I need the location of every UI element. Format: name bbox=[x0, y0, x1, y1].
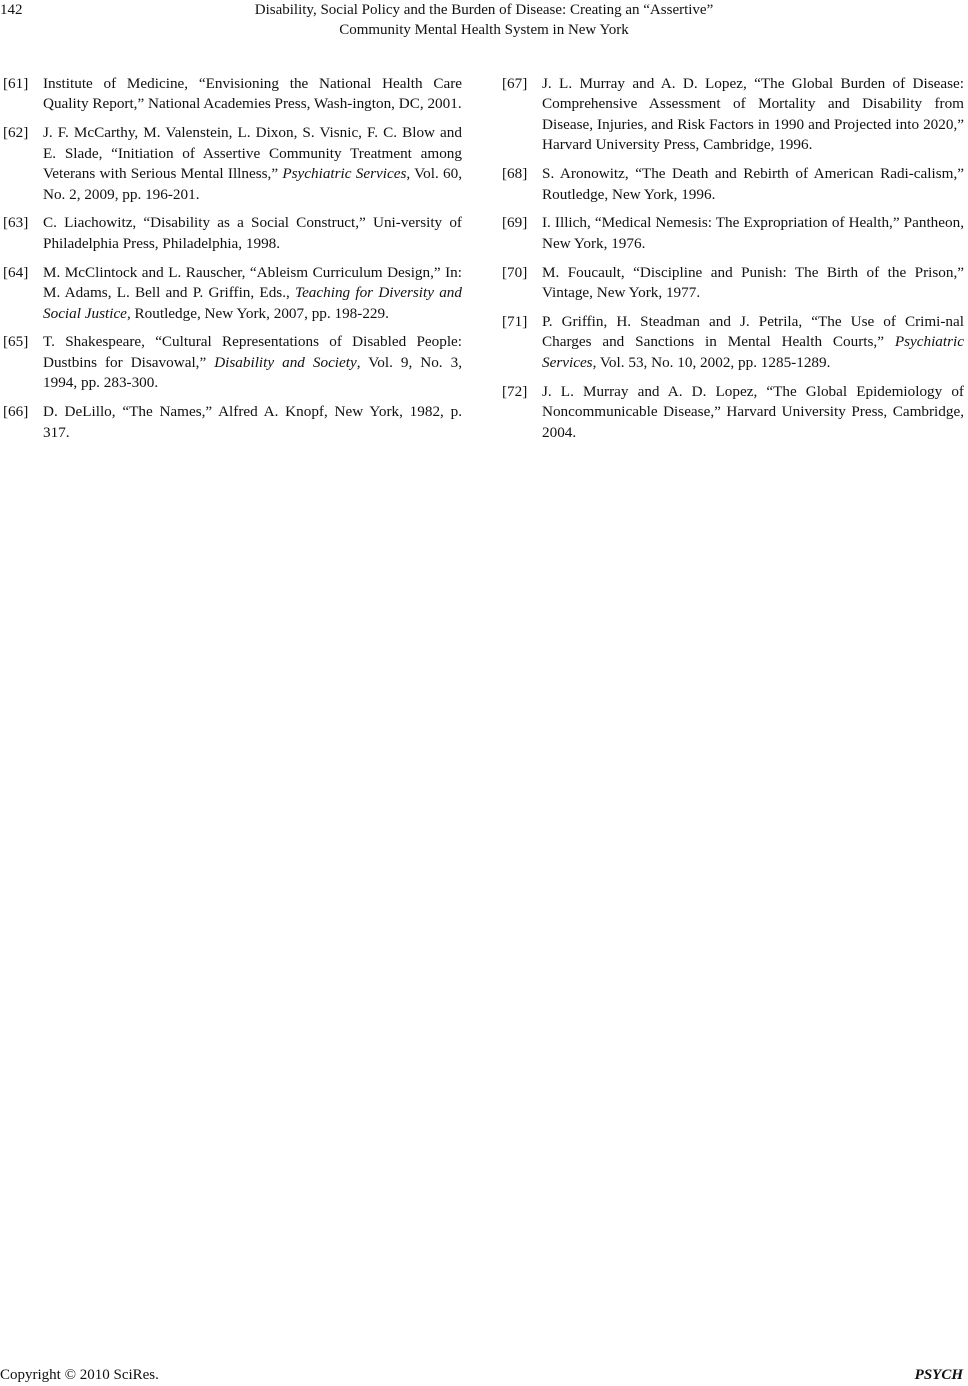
reference-text-pre: M. McClintock and L. Rauscher, “Ableism Curriculum Design,” In: M. Adams, L. Bell and P. Griffin, Eds., bbox=[43, 263, 462, 302]
reference-number: [62] bbox=[3, 124, 29, 142]
reference-text-post: , Vol. 53, No. 10, 2002, pp. 1285-1289. bbox=[592, 353, 831, 371]
reference-number: [69] bbox=[502, 214, 528, 232]
reference-text-pre: J. F. McCarthy, M. Valenstein, L. Dixon, S. Visnic, F. C. Blow and E. Slade, “Initiation of Assertive Community Treatment among Veterans with Serious Mental Illness,” bbox=[43, 124, 462, 183]
reference-number: [70] bbox=[502, 263, 528, 281]
reference-text bbox=[542, 312, 964, 373]
reference-text-post: , Vol. 60, No. 2, 2009, pp. 196-201. bbox=[43, 165, 463, 203]
reference-text bbox=[43, 74, 462, 115]
reference-text bbox=[542, 263, 964, 304]
reference-item bbox=[502, 382, 964, 443]
references-left-column bbox=[3, 74, 462, 452]
reference-text-pre: J. L. Murray and A. D. Lopez, “The Global Epidemiology of Noncommunicable Disease,” Harvard University Press, Cambridge, 2004. bbox=[542, 382, 964, 441]
reference-journal: Disability and Society bbox=[214, 353, 357, 371]
reference-number: [66] bbox=[3, 403, 29, 421]
reference-text-pre: C. Liachowitz, “Disability as a Social Construct,” Uni-versity of Philadelphia Press, Philadelphia, 1998. bbox=[43, 214, 462, 252]
page-number: 142 bbox=[0, 2, 23, 18]
references-right-column bbox=[502, 74, 964, 452]
reference-item bbox=[502, 263, 964, 304]
reference-text-pre: M. Foucault, “Discipline and Punish: The Birth of the Prison,” Vintage, New York, 1977. bbox=[542, 263, 964, 302]
copyright-notice: Copyright © 2010 SciRes. bbox=[0, 1367, 159, 1383]
reference-text-pre: T. Shakespeare, “Cultural Representations of Disabled People: Dustbins for Disavowal,” bbox=[43, 333, 462, 371]
reference-number: [61] bbox=[3, 75, 29, 92]
reference-number: [71] bbox=[502, 313, 528, 331]
reference-journal: Psychiatric Services bbox=[282, 165, 407, 183]
reference-number: [68] bbox=[502, 165, 528, 183]
reference-text bbox=[43, 332, 462, 393]
reference-text bbox=[43, 123, 462, 205]
reference-text bbox=[43, 213, 462, 254]
reference-item bbox=[502, 213, 964, 254]
reference-text-pre: J. L. Murray and A. D. Lopez, “The Global Burden of Disease: Comprehensive Assessment of Mortality and Disability from Disease, Injuries, and Risk Factors in 1990 and Projected into 2020,” Harvard University Press, Cambridge, 1996. bbox=[542, 75, 964, 154]
reference-number: [67] bbox=[502, 75, 528, 92]
reference-number: [72] bbox=[502, 382, 528, 400]
reference-item bbox=[3, 263, 462, 324]
reference-number: [64] bbox=[3, 263, 29, 281]
reference-item bbox=[502, 312, 964, 373]
reference-item bbox=[502, 164, 964, 205]
reference-text-pre: S. Aronowitz, “The Death and Rebirth of American Radi-calism,” Routledge, New York, 1996. bbox=[542, 165, 964, 203]
reference-number: [63] bbox=[3, 214, 29, 232]
reference-text-post: , Routledge, New York, 2007, pp. 198-229. bbox=[126, 304, 389, 322]
running-title-line-1: Disability, Social Policy and the Burden of Disease: Creating an “Assertive” bbox=[254, 2, 714, 18]
reference-text bbox=[542, 164, 964, 205]
reference-number: [65] bbox=[3, 333, 29, 351]
reference-item bbox=[3, 402, 462, 443]
reference-item bbox=[3, 74, 462, 115]
reference-text bbox=[43, 263, 462, 324]
reference-item bbox=[502, 74, 964, 156]
reference-journal: Teaching for Diversity and Social Justice bbox=[43, 284, 462, 322]
running-title bbox=[0, 0, 968, 40]
reference-text bbox=[542, 213, 964, 254]
reference-journal: Psychiatric Services bbox=[542, 333, 964, 371]
reference-item bbox=[3, 213, 462, 254]
reference-text bbox=[43, 402, 462, 443]
reference-text-pre: Institute of Medicine, “Envisioning the National Health Care Quality Report,” National Academies Press, Wash-ington, DC, 2001. bbox=[43, 75, 462, 113]
reference-text bbox=[542, 382, 964, 443]
reference-text bbox=[542, 74, 964, 156]
journal-abbreviation: PSYCH bbox=[914, 1367, 963, 1383]
reference-text-post: , Vol. 9, No. 3, 1994, pp. 283-300. bbox=[43, 353, 462, 392]
reference-text-pre: I. Illich, “Medical Nemesis: The Expropriation of Health,” Pantheon, New York, 1976. bbox=[542, 214, 964, 252]
reference-text-pre: D. DeLillo, “The Names,” Alfred A. Knopf, New York, 1982, p. 317. bbox=[43, 403, 462, 441]
reference-item bbox=[3, 123, 462, 205]
running-title-line-2: Community Mental Health System in New York bbox=[339, 22, 629, 38]
reference-item bbox=[3, 332, 462, 393]
reference-text-pre: P. Griffin, H. Steadman and J. Petrila, “The Use of Crimi-nal Charges and Sanctions in Mental Health Courts,” bbox=[542, 313, 964, 351]
